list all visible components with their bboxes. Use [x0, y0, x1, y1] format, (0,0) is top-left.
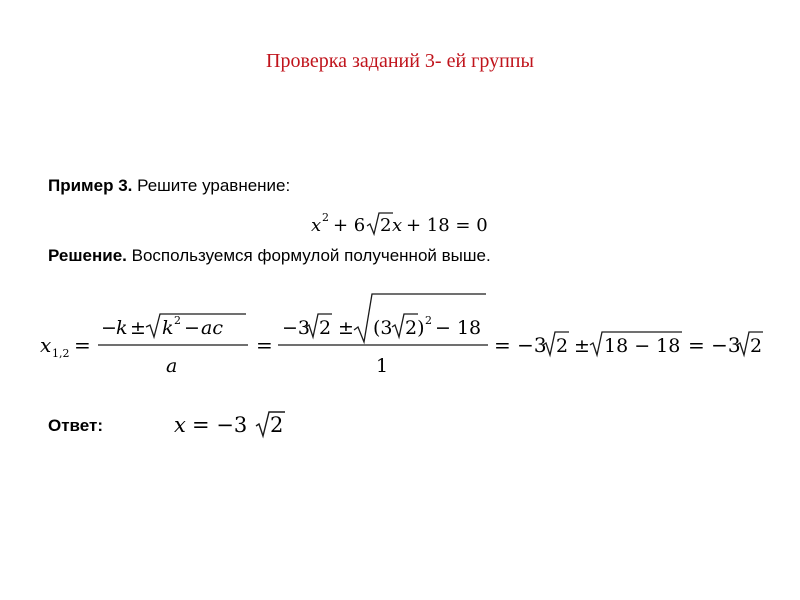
svg-text:18 − 18: 18 − 18 [604, 335, 681, 357]
svg-text:= −3: = −3 [688, 333, 741, 357]
svg-text:2: 2 [556, 335, 569, 357]
svg-text:1,2: 1,2 [52, 347, 70, 360]
example-line [48, 176, 290, 196]
svg-text:x: x [311, 215, 322, 236]
svg-text:=: = [74, 333, 91, 357]
svg-text:2: 2 [425, 314, 432, 327]
svg-text:= −3: = −3 [192, 413, 248, 437]
svg-text:x: x [174, 413, 186, 437]
svg-text:2: 2 [319, 317, 332, 339]
svg-text:+ 18 = 0: + 18 = 0 [406, 215, 488, 236]
svg-text:2: 2 [270, 413, 284, 437]
svg-text:−: − [101, 317, 117, 339]
example-text: Решите уравнение: [137, 176, 291, 195]
equation [309, 207, 499, 241]
svg-text:x: x [392, 215, 403, 236]
svg-text:±: ± [574, 335, 590, 357]
svg-text:+ 6: + 6 [333, 215, 366, 236]
answer-formula [170, 406, 300, 442]
svg-text:ac: ac [201, 317, 223, 339]
svg-text:=: = [256, 333, 273, 357]
svg-text:2: 2 [322, 211, 329, 224]
svg-text:−3: −3 [282, 317, 311, 339]
svg-text:2): 2) [405, 317, 425, 339]
solution-text: Воспользуемся формулой полученной выше. [131, 246, 491, 265]
slide-title: Проверка заданий 3- ей группы [266, 50, 534, 72]
svg-text:2: 2 [750, 335, 763, 357]
answer-line [48, 416, 103, 436]
svg-text:k: k [162, 317, 174, 339]
svg-text:±: ± [338, 317, 354, 339]
svg-text:2: 2 [174, 314, 181, 327]
svg-text:a: a [166, 355, 178, 377]
svg-text:x: x [40, 333, 52, 357]
svg-text:k: k [116, 317, 128, 339]
svg-text:−: − [184, 317, 200, 339]
svg-text:2: 2 [380, 215, 392, 236]
svg-text:1: 1 [376, 355, 389, 377]
answer-label: Ответ: [48, 416, 103, 435]
example-label: Пример 3. [48, 176, 133, 195]
svg-text:− 18: − 18 [435, 317, 482, 339]
svg-text:(3: (3 [373, 317, 393, 339]
solution-label: Решение. [48, 246, 127, 265]
roots-formula [36, 290, 776, 380]
solution-line [48, 246, 491, 266]
svg-text:= −3: = −3 [494, 333, 547, 357]
svg-text:±: ± [130, 317, 146, 339]
